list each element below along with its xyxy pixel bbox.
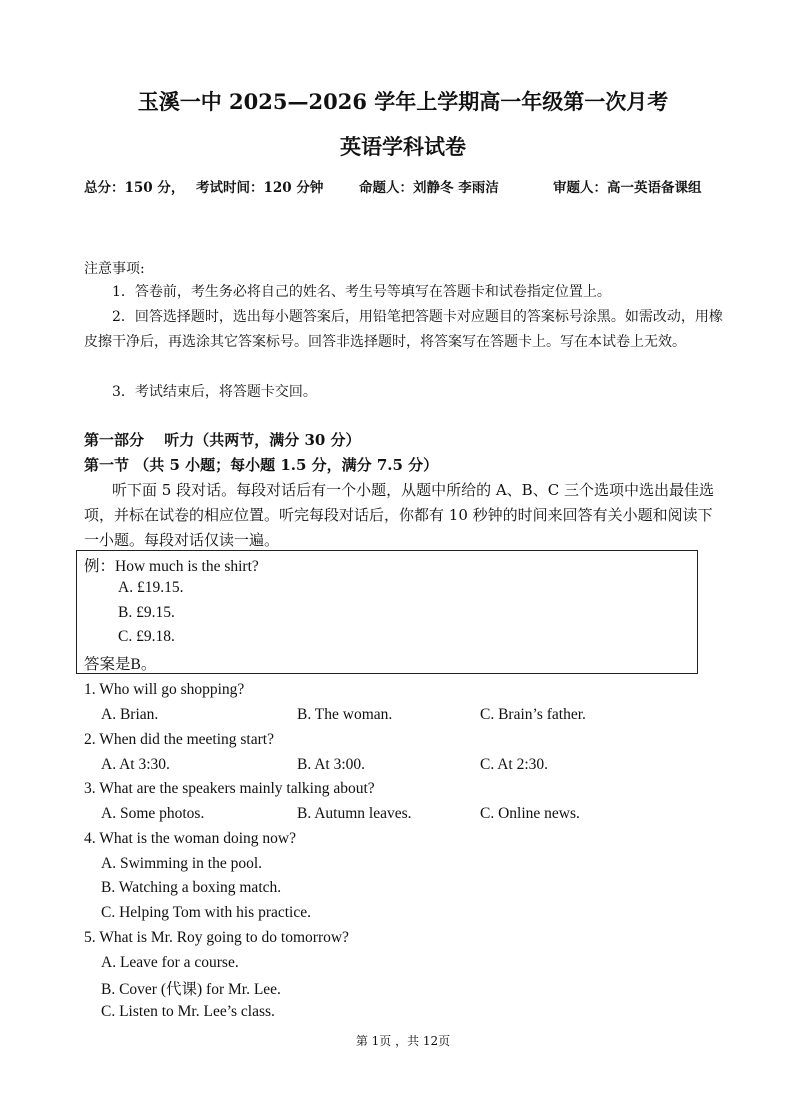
- reviewer: 审题人：高一英语备课组: [553, 180, 702, 196]
- question-3: 3. What are the speakers mainly talking about?: [84, 780, 375, 797]
- q4-option-a: A. Swimming in the pool.: [101, 855, 263, 872]
- example-question: 例：How much is the shirt?: [84, 558, 259, 575]
- example-option-c: C. £9.18.: [118, 628, 175, 645]
- q5-option-a: A. Leave for a course.: [101, 954, 239, 971]
- notice-heading: 注意事项:: [84, 261, 145, 277]
- q4-option-b: B. Watching a boxing match.: [101, 879, 282, 896]
- exam-time: 考试时间：120 分钟: [196, 180, 324, 196]
- q3-option-c: C. Online news.: [480, 805, 580, 822]
- q2-option-c: C. At 2:30.: [480, 756, 549, 773]
- question-4: 4. What is the woman doing now?: [84, 830, 296, 847]
- example-option-a: A. £19.15.: [118, 579, 184, 596]
- question-5: 5. What is Mr. Roy going to do tomorrow?: [84, 929, 349, 946]
- q2-option-b: B. At 3:00.: [297, 756, 366, 773]
- q4-option-c: C. Helping Tom with his practice.: [101, 904, 311, 921]
- q1-option-c: C. Brain’s father.: [480, 706, 586, 723]
- q5-option-b: B. Cover (代课) for Mr. Lee.: [101, 981, 281, 998]
- total-score: 总分：150 分，: [84, 180, 185, 196]
- section-1-heading: 第一节 （共 5 小题；每小题 1.5 分，满分 7.5 分）: [84, 456, 439, 474]
- notice-item-1: 1．答卷前，考生务必将自己的姓名、考生号等填写在答题卡和试卷指定位置上。: [112, 284, 611, 300]
- question-1: 1. Who will go shopping?: [84, 681, 245, 698]
- exam-subtitle: 英语学科试卷: [340, 134, 466, 159]
- question-2: 2. When did the meeting start?: [84, 731, 274, 748]
- example-answer: 答案是B。: [84, 656, 157, 673]
- exam-title: 玉溪一中 2025—2026 学年上学期高一年级第一次月考: [137, 89, 669, 114]
- example-option-b: B. £9.15.: [118, 604, 175, 621]
- q2-option-a: A. At 3:30.: [101, 756, 170, 773]
- listening-instructions: 听下面 5 段对话。每段对话后有一个小题，从题中所给的 A、B、C 三个选项中选出最佳选项，并标在试卷的相应位置。听完每段对话后，你都有 10 秒钟的时间来回答有关小题和阅读下一小题。每段对话仅读一遍。: [84, 481, 714, 549]
- notice-item-2: 2．回答选择题时，选出每小题答案后，用铅笔把答题卡对应题目的答案标号涂黑。如需改动，用橡皮擦干净后，再选涂其它答案标号。回答非选择题时，将答案写在答题卡上。写在本试卷上无效。: [84, 309, 723, 350]
- q3-option-b: B. Autumn leaves.: [297, 805, 412, 822]
- page-number: 第 1页 ，共 12页: [355, 1034, 451, 1048]
- q3-option-a: A. Some photos.: [101, 805, 205, 822]
- question-setter: 命题人：刘静冬 李雨洁: [359, 180, 499, 196]
- notice-item-3: 3．考试结束后，将答题卡交回。: [112, 384, 317, 400]
- part-1-heading: 第一部分 听力（共两节，满分 30 分）: [84, 431, 361, 449]
- q5-option-c: C. Listen to Mr. Lee’s class.: [101, 1003, 275, 1020]
- q1-option-a: A. Brian.: [101, 706, 159, 723]
- q1-option-b: B. The woman.: [297, 706, 393, 723]
